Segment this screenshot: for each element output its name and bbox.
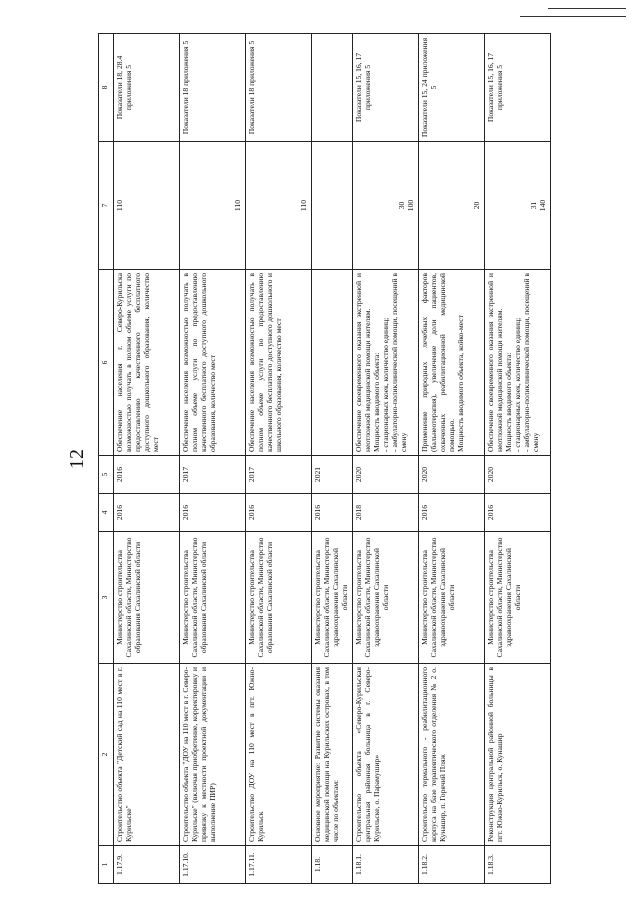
indicator-link: Показатели 15, 16, 17 приложения 5: [484, 34, 550, 142]
indicator-link: Показатели 15, 24 приложения 5: [418, 34, 484, 142]
end-year: 2021: [312, 456, 353, 494]
result-line: - стационарных коек, количество единиц;: [380, 317, 390, 452]
executors: Министерство строительства Сахалинской области, Министерство здравоохранения Сахалинской области: [312, 532, 353, 664]
target-values: [114, 142, 180, 270]
expected-result: [418, 270, 484, 456]
result-line: Обеспечение населения г. Северо-Курильска возможностью получать в полном объеме услуги по предоставлению качественного бесплатного доступного дошкольного образования, количество мест: [115, 273, 160, 452]
target-values: [246, 142, 312, 270]
target-values: [312, 142, 353, 270]
row-number: 1.18.3.: [484, 846, 550, 884]
row-number: 1.17.9.: [114, 846, 180, 884]
result-line: Обеспечение своевременного оказания экстренной и неотложной медицинской помощи жителям.: [353, 273, 372, 452]
row-number: 1.18.1.: [352, 846, 418, 884]
result-line: Обеспечение населения возможностью получать в полном объеме услуги по предоставлению качественного бесплатного доступного дошкольного образования, количество мест: [181, 273, 217, 452]
table-row: [418, 34, 484, 884]
col-header-3: 3: [99, 532, 114, 664]
result-line: Мощность вводимого объекта:: [503, 352, 513, 452]
table-row: [312, 34, 353, 884]
header-rule-top: [548, 8, 626, 9]
result-line: Применение природных лечебных факторов (бальнеотерапия), увеличение доли пациентов, охваченных реабилитационной медицинской помощью.: [419, 273, 456, 452]
executors: Министерство строительства Сахалинской области, Министерство здравоохранения Сахалинской области: [418, 532, 484, 664]
end-year: 2017: [246, 456, 312, 494]
row-number: 1.17.10.: [180, 846, 246, 884]
col-header-8: 8: [99, 34, 114, 142]
indicator-link: Показатели 15, 16, 17 приложения 5: [352, 34, 418, 142]
target-value: 30: [396, 201, 406, 210]
measure-name: Строительство объекта «Северо-Курильская центральная районная больница в г. Северо-Курильске, о. Парамушир»: [352, 664, 418, 846]
result-line: Обеспечение населения возможностью получать в полном объеме услуги по предоставлению качественного бесплатного доступного дошкольного и школьного образования, количество мест: [247, 273, 283, 452]
start-year: 2016: [312, 494, 353, 532]
col-header-1: 1: [99, 846, 114, 884]
col-header-7: 7: [99, 142, 114, 270]
header-row: [99, 34, 114, 884]
table-row: [352, 34, 418, 884]
target-values: [418, 142, 484, 270]
start-year: 2016: [484, 494, 550, 532]
page-number: 12: [66, 449, 88, 469]
table-row: [114, 34, 180, 884]
executors: Министерство строительства Сахалинской области, Министерство образования Сахалинской области: [114, 532, 180, 664]
start-year: 2016: [418, 494, 484, 532]
result-line: Мощность вводимого объекта, койко-мест: [455, 315, 465, 452]
target-values: [352, 142, 418, 270]
target-value: 110: [233, 199, 243, 212]
executors: Министерство строительства Сахалинской области, Министерство образования Сахалинской области: [180, 532, 246, 664]
start-year: 2016: [114, 494, 180, 532]
row-number: 1.17.11.: [246, 846, 312, 884]
measure-name: Строительство термального - реабилитационного корпуса на базе терапевтического отделения № 2 о. Кунашир, п. Горячий Пляж: [418, 664, 484, 846]
expected-result: [114, 270, 180, 456]
measure-name: Строительство объекта "ДОУ на 110 мест в г. Северо-Курильске" (включая приобретение, корректировку и привязку к местности проектной документации и выполнение ПИР): [180, 664, 246, 846]
target-value: 100: [405, 199, 415, 212]
measure-name: Основное мероприятие: Развитие системы оказания медицинской помощи на Курильских островах, в том числе по объектам:: [312, 664, 353, 846]
col-header-5: 5: [99, 456, 114, 494]
header-rule-bottom: [520, 16, 626, 17]
col-header-6: 6: [99, 270, 114, 456]
expected-result: [246, 270, 312, 456]
target-values: [180, 142, 246, 270]
result-line: Обеспечение своевременного оказания экстренной и неотложной медицинской помощи жителям.: [485, 273, 504, 452]
expected-result: [352, 270, 418, 456]
end-year: 2020: [418, 456, 484, 494]
table-row: [484, 34, 550, 884]
indicator-link: Показатели 18 приложения 5: [180, 34, 246, 142]
indicator-link: Показатели 18 приложения 5: [246, 34, 312, 142]
target-value: 20: [471, 201, 481, 210]
result-line: - стационарных коек, количество единиц;: [512, 317, 522, 452]
col-header-2: 2: [99, 664, 114, 846]
target-value: 110: [115, 199, 124, 212]
measure-name: Строительство объекта "Детский сад на 110 мест в г. Курильске": [114, 664, 180, 846]
start-year: 2018: [352, 494, 418, 532]
result-line: - амбулаторно-поликлинической помощи, посещений в смену: [389, 273, 408, 452]
executors: Министерство строительства Сахалинской области, Министерство образования Сахалинской области: [246, 532, 312, 664]
expected-result: [312, 270, 353, 456]
expected-result: [484, 270, 550, 456]
expected-result: [180, 270, 246, 456]
row-number: 1.18.2.: [418, 846, 484, 884]
end-year: 2020: [352, 456, 418, 494]
executors: Министерство строительства Сахалинской области, Министерство здравоохранения Сахалинской области: [352, 532, 418, 664]
table-row: [246, 34, 312, 884]
measure-name: Реконструкция центральной районной больницы в пгт. Южно-Курильск, о. Кунашир: [484, 664, 550, 846]
row-number: 1.18.: [312, 846, 353, 884]
result-line: - амбулаторно-поликлинической помощи, посещений в смену: [521, 273, 540, 452]
target-value: 31: [528, 201, 538, 210]
target-values: [484, 142, 550, 270]
target-value: 140: [537, 199, 547, 212]
end-year: 2016: [114, 456, 180, 494]
col-header-4: 4: [99, 494, 114, 532]
result-line: Мощность вводимого объекта:: [371, 352, 381, 452]
start-year: 2016: [246, 494, 312, 532]
indicator-link: Показатели 18, 28.4 приложения 5: [114, 34, 180, 142]
start-year: 2016: [180, 494, 246, 532]
table-row: [180, 34, 246, 884]
end-year: 2017: [180, 456, 246, 494]
rotated-page: [66, 34, 622, 884]
indicator-link: [312, 34, 353, 142]
executors: Министерство строительства Сахалинской области, Министерство здравоохранения Сахалинской области: [484, 532, 550, 664]
measures-table: [98, 33, 551, 884]
measure-name: Строительство ДОУ на 110 мест в пгт. Южно-Курильск: [246, 664, 312, 846]
end-year: 2020: [484, 456, 550, 494]
target-value: 110: [299, 199, 309, 212]
